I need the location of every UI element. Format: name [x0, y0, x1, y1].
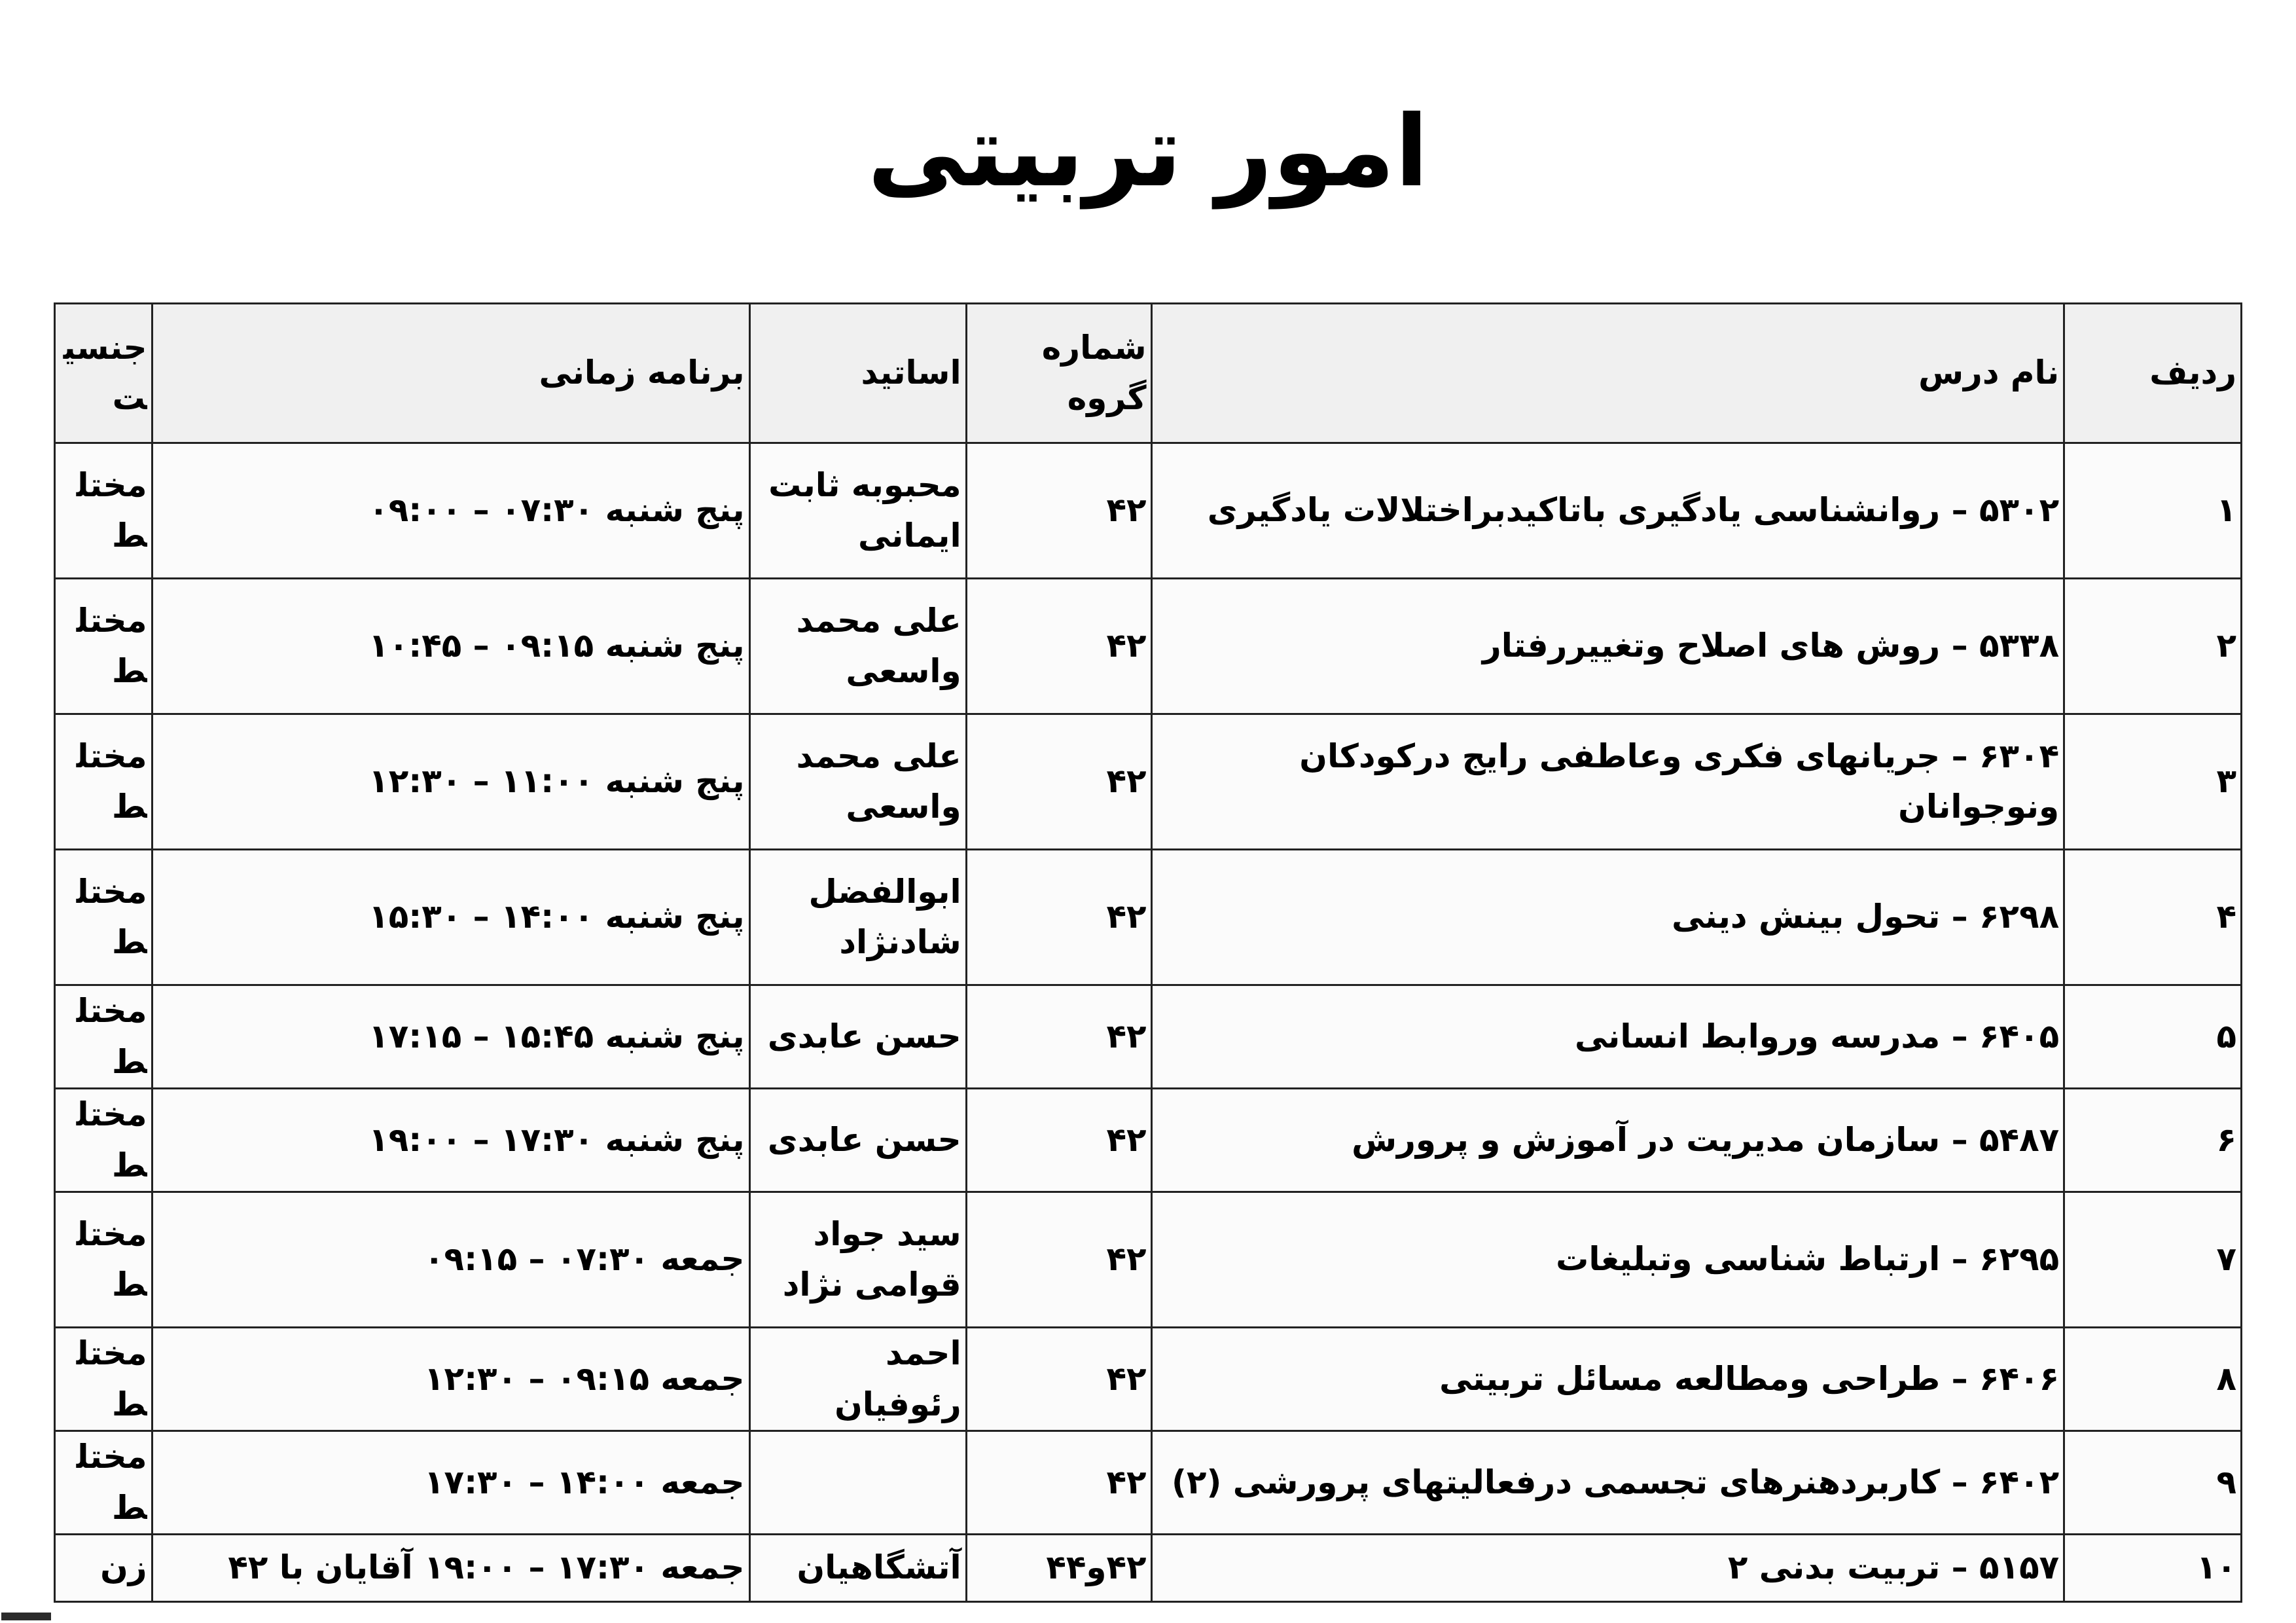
cell-teacher: علی محمد واسعی	[749, 714, 966, 850]
cell-group-number: ۴۲	[966, 579, 1151, 714]
cell-gender: زن	[55, 1535, 152, 1602]
header-row-number: ردیف	[2064, 304, 2242, 443]
cell-course-name: ۵۴۸۷ – سازمان مدیریت در آموزش و پرورش	[1151, 1089, 2064, 1192]
cell-teacher: حسن عابدی	[749, 985, 966, 1089]
cell-gender: مختلط	[55, 985, 152, 1089]
cell-course-name: ۶۲۹۵ – ارتباط شناسی وتبلیغات	[1151, 1192, 2064, 1328]
cell-teacher: حسن عابدی	[749, 1089, 966, 1192]
cell-row-number: ۳	[2064, 714, 2242, 850]
cell-teacher: احمد رئوفیان	[749, 1328, 966, 1431]
table-row	[55, 1089, 2242, 1192]
table-row	[55, 1328, 2242, 1431]
cell-group-number: ۴۲	[966, 1328, 1151, 1431]
header-gender: جنسیت	[55, 304, 152, 443]
header-course-name: نام درس	[1151, 304, 2064, 443]
cell-gender: مختلط	[55, 1328, 152, 1431]
cell-schedule: پنج شنبه ۰۹:۱۵ – ۱۰:۴۵	[152, 579, 749, 714]
cell-row-number: ۱۰	[2064, 1535, 2242, 1602]
cell-teacher: علی محمد واسعی	[749, 579, 966, 714]
cell-gender: مختلط	[55, 1431, 152, 1535]
cell-gender: مختلط	[55, 850, 152, 985]
cell-gender: مختلط	[55, 714, 152, 850]
cell-schedule: پنج شنبه ۰۷:۳۰ – ۰۹:۰۰	[152, 443, 749, 579]
cell-row-number: ۶	[2064, 1089, 2242, 1192]
cell-course-name: ۶۴۰۵ – مدرسه وروابط انسانی	[1151, 985, 2064, 1089]
cell-row-number: ۸	[2064, 1328, 2242, 1431]
table-row	[55, 714, 2242, 850]
cell-schedule: جمعه ۱۷:۳۰ – ۱۹:۰۰ آقایان با ۴۲	[152, 1535, 749, 1602]
cell-group-number: ۴۲	[966, 850, 1151, 985]
table-header-row	[55, 304, 2242, 443]
cell-group-number: ۴۲	[966, 714, 1151, 850]
cell-group-number: ۴۲	[966, 1192, 1151, 1328]
cell-teacher: ابوالفضل شادنژاد	[749, 850, 966, 985]
cell-row-number: ۴	[2064, 850, 2242, 985]
cell-gender: مختلط	[55, 1192, 152, 1328]
cell-course-name: ۵۱۵۷ – تربیت بدنی ۲	[1151, 1535, 2064, 1602]
cell-course-name: ۶۲۹۸ – تحول بینش دینی	[1151, 850, 2064, 985]
table-row	[55, 579, 2242, 714]
cell-group-number: ۴۲	[966, 1089, 1151, 1192]
table-row	[55, 443, 2242, 579]
header-teachers: اساتید	[749, 304, 966, 443]
cell-schedule: پنج شنبه ۱۴:۰۰ – ۱۵:۳۰	[152, 850, 749, 985]
cell-course-name: ۶۴۰۶ – طراحی ومطالعه مسائل تربیتی	[1151, 1328, 2064, 1431]
cell-gender: مختلط	[55, 443, 152, 579]
cell-schedule: جمعه ۰۹:۱۵ – ۱۲:۳۰	[152, 1328, 749, 1431]
cell-row-number: ۹	[2064, 1431, 2242, 1535]
header-group-number: شماره گروه	[966, 304, 1151, 443]
table-row	[55, 1431, 2242, 1535]
cell-row-number: ۲	[2064, 579, 2242, 714]
corner-watermark-logo	[1, 1613, 51, 1620]
table-row	[55, 1535, 2242, 1602]
cell-teacher: آتشگاهیان	[749, 1535, 966, 1602]
course-schedule-table	[54, 302, 2242, 1603]
cell-schedule: پنج شنبه ۱۵:۴۵ – ۱۷:۱۵	[152, 985, 749, 1089]
cell-teacher: محبوبه ثابت ایمانی	[749, 443, 966, 579]
cell-schedule: پنج شنبه ۱۱:۰۰ – ۱۲:۳۰	[152, 714, 749, 850]
cell-teacher	[749, 1431, 966, 1535]
header-schedule: برنامه زمانی	[152, 304, 749, 443]
cell-course-name: ۶۳۰۴ – جریانهای فکری وعاطفی رایج درکودکان ونوجوانان	[1151, 714, 2064, 850]
cell-row-number: ۱	[2064, 443, 2242, 579]
cell-schedule: جمعه ۱۴:۰۰ – ۱۷:۳۰	[152, 1431, 749, 1535]
cell-gender: مختلط	[55, 579, 152, 714]
cell-group-number: ۴۲	[966, 1431, 1151, 1535]
cell-schedule: پنج شنبه ۱۷:۳۰ – ۱۹:۰۰	[152, 1089, 749, 1192]
table-row	[55, 985, 2242, 1089]
cell-teacher: سید جواد قوامی نژاد	[749, 1192, 966, 1328]
cell-schedule: جمعه ۰۷:۳۰ – ۰۹:۱۵	[152, 1192, 749, 1328]
cell-group-number: ۴۲	[966, 443, 1151, 579]
cell-course-name: ۵۳۳۸ – روش های اصلاح وتغییررفتار	[1151, 579, 2064, 714]
cell-row-number: ۵	[2064, 985, 2242, 1089]
cell-group-number: ۴۲	[966, 985, 1151, 1089]
cell-row-number: ۷	[2064, 1192, 2242, 1328]
page-title: امور تربیتی	[867, 95, 1429, 209]
table-row	[55, 850, 2242, 985]
cell-course-name: ۶۴۰۲ – کاربردهنرهای تجسمی درفعالیتهای پرورشی (۲)	[1151, 1431, 2064, 1535]
cell-gender: مختلط	[55, 1089, 152, 1192]
table-row	[55, 1192, 2242, 1328]
cell-group-number: ۴۲و۴۴	[966, 1535, 1151, 1602]
cell-course-name: ۵۳۰۲ – روانشناسی یادگیری باتاکیدبراختلالات یادگیری	[1151, 443, 2064, 579]
